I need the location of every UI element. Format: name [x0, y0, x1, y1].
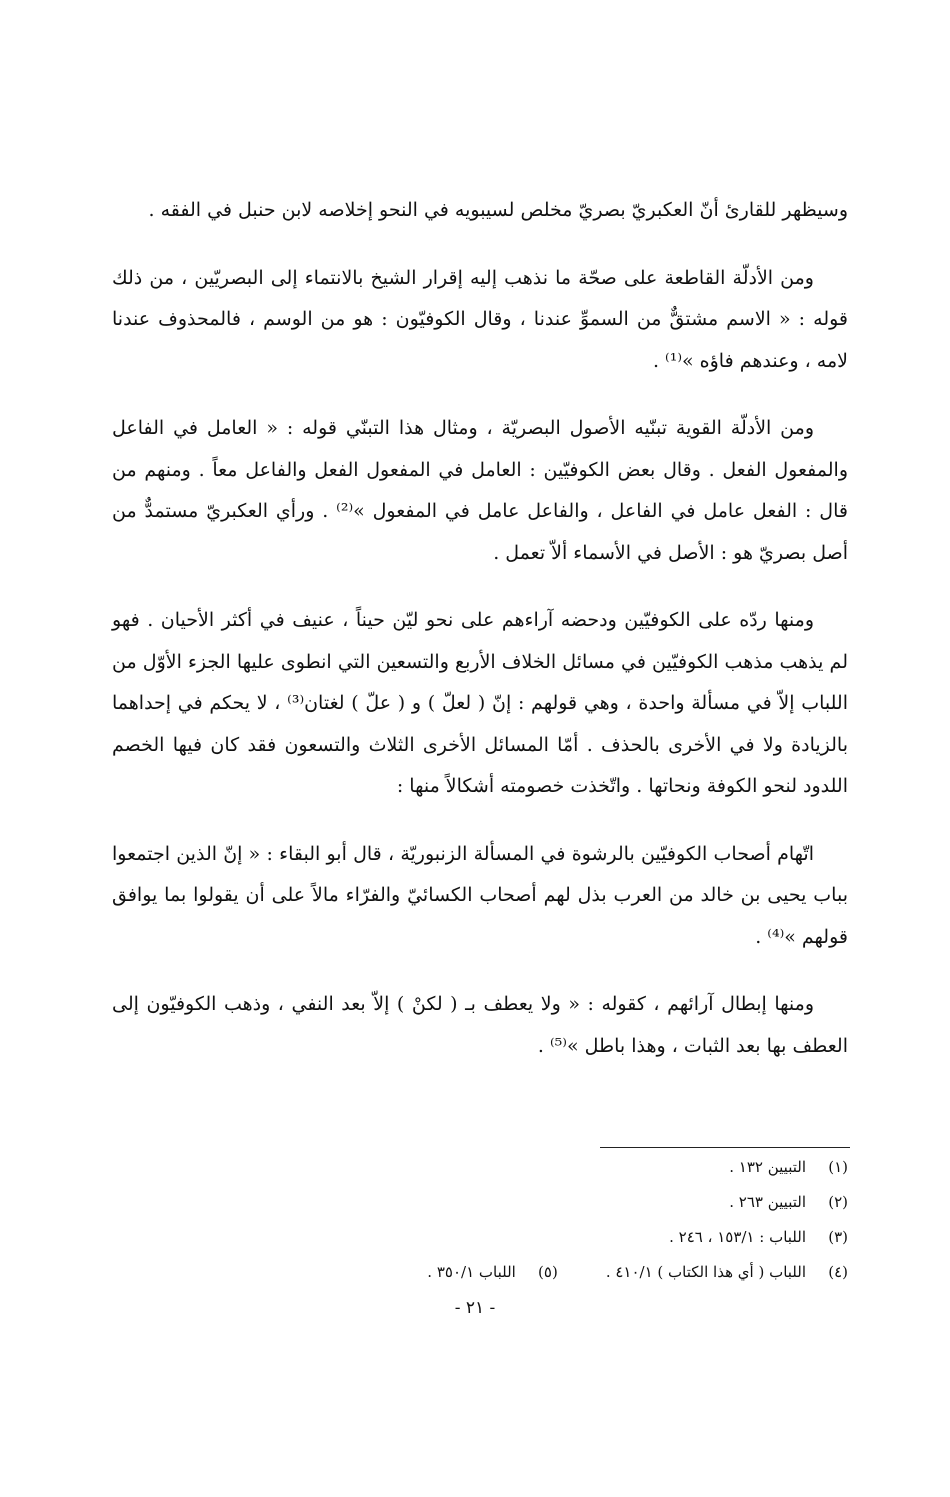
paragraph-6: ومنها إبطال آرائهم ، كقوله : « ولا يعطف بـ ( لكنْ ) إلاّ بعد النفي ، وذهب الكوفيّون إلى العطف بها بعد الثبات ، وهذا باطل »⁽⁵⁾ .	[112, 993, 848, 1057]
paragraph-2: ومن الأدلّة القاطعة على صحّة ما نذهب إليه إقرار الشيخ بالانتماء إلى البصريّين ، من ذلك قوله : « الاسم مشتقٌّ من السموِّ عندنا ، وقال الكوفيّون : هو من الوسم ، فالمحذوف عندنا لامه ، وعندهم فاؤه »⁽¹⁾ .	[112, 266, 848, 372]
footnote-number: (٤)	[828, 1263, 848, 1281]
footnote-divider	[600, 1147, 850, 1148]
footnote-text: التبيين ٢٦٣ .	[729, 1193, 806, 1211]
body-text	[112, 190, 848, 1093]
footnotes	[112, 1150, 848, 1290]
footnote-number: (٣)	[828, 1228, 848, 1246]
paragraph-1: وسيظهر للقارئ أنّ العكبريّ بصريّ مخلص لسيبويه في النحو إخلاصه لابن حنبل في الفقه .	[148, 199, 848, 221]
footnote-text: اللباب ٣٥٠/١ .	[427, 1263, 516, 1281]
footnote-number: (١)	[828, 1158, 848, 1176]
footnote-number: (٥)	[538, 1263, 558, 1281]
footnote-text: اللباب : ١٥٣/١ ، ٢٤٦ .	[669, 1228, 806, 1246]
paragraph-4: ومنها ردّه على الكوفيّين ودحضه آراءهم على نحو ليّن حيناً ، عنيف في أكثر الأحيان . فهو لم يذهب مذهب الكوفيّين في مسائل الخلاف الأربع والتسعين التي انطوى عليها الجزء الأوّل من اللباب إلاّ في مسألة واحدة ، وهي قولهم : إنّ ( لعلّ ) و ( علّ ) لغتان⁽³⁾ ، لا يحكم في إحداهما بالزيادة ولا في الأخرى بالحذف . أمّا المسائل الأخرى الثلاث والتسعون فقد كان فيها الخصم اللدود لنحو الكوفة ونحاتها . واتّخذت خصومته أشكالاً منها :	[112, 609, 849, 797]
footnote-number: (٢)	[828, 1193, 848, 1211]
footnote-4-5	[112, 1255, 848, 1290]
footnote-text: اللباب ( أي هذا الكتاب ) ٤١٠/١ .	[605, 1263, 806, 1281]
paragraph-3: ومن الأدلّة القوية تبنّيه الأصول البصريّة ، ومثال هذا التبنّي قوله : « العامل في الفاعل والمفعول الفعل . وقال بعض الكوفيّين : العامل في المفعول الفعل والفاعل معاً . ومنهم من قال : الفعل عامل في الفاعل ، والفاعل عامل في المفعول »⁽²⁾ . ورأي العكبريّ مستمدٌّ من أصل بصريّ هو : الأصل في الأسماء ألاّ تعمل .	[112, 417, 848, 564]
footnote-1	[112, 1150, 848, 1185]
footnote-text: التبيين ١٣٢ .	[729, 1158, 806, 1176]
page-number: - ٢١ -	[454, 1298, 496, 1318]
footnote-2	[112, 1185, 848, 1220]
paragraph-5: اتّهام أصحاب الكوفيّين بالرشوة في المسألة الزنبوريّة ، قال أبو البقاء : « إنّ الذين اجتمعوا بباب يحيى بن خالد من العرب بذل لهم أصحاب الكسائيّ والفرّاء مالاً على أن يقولوا بما يوافق قولهم »⁽⁴⁾ .	[112, 842, 848, 948]
footnote-3	[112, 1220, 848, 1255]
